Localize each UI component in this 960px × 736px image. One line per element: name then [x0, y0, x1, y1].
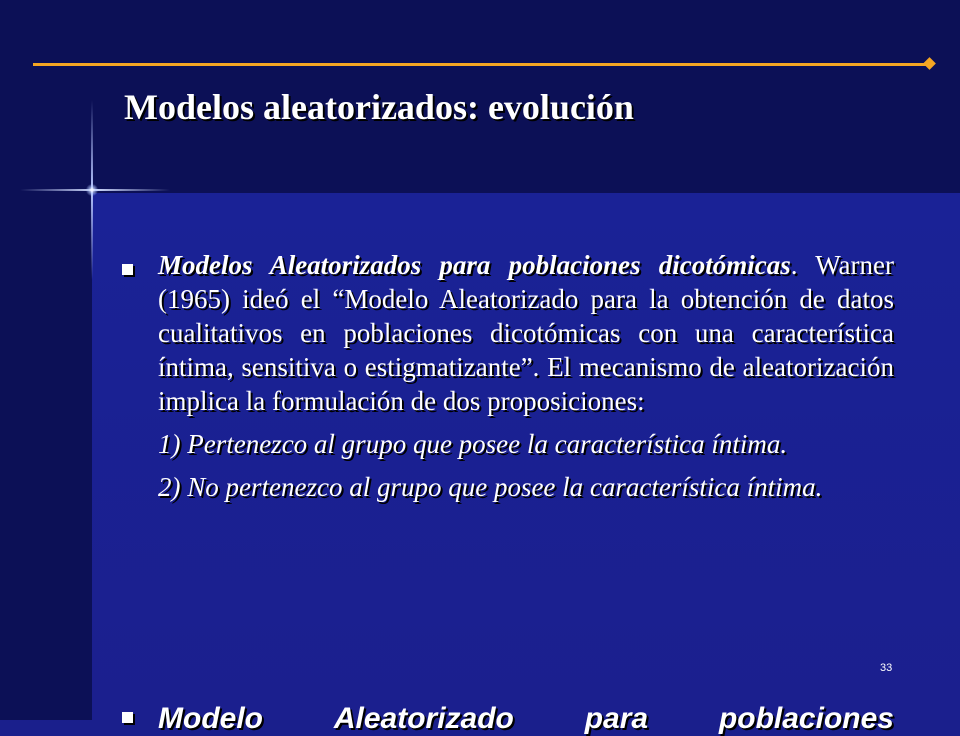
bullet-2-word: para	[584, 702, 649, 735]
bullet-1-body	[158, 248, 894, 504]
proposition-1: 1) Pertenezco al grupo que posee la característica íntima.	[158, 429, 788, 459]
bullet-1-text: Warner (1965) ideó el “Modelo Aleatorizado para la obtención de datos cualitativos en poblaciones dicotómicas con una característica íntima, sensitiva o estigmatizante”. El mecanismo de aleatorización implica la formulación de dos proposiciones:	[158, 250, 894, 416]
bullet-1-lead: Modelos Aleatorizados para poblaciones dicotómicas	[158, 250, 791, 280]
bullet-1-lead-punct: .	[790, 250, 798, 280]
bullet-square-icon	[122, 264, 133, 275]
bullet-2-word: Aleatorizado	[333, 702, 514, 735]
accent-line	[33, 63, 928, 66]
bullet-2-word: poblaciones	[718, 702, 894, 735]
bullet-2-heading	[158, 702, 894, 736]
bullet-2-word: Modelo	[158, 702, 263, 735]
proposition-2: 2) No pertenezco al grupo que posee la característica íntima.	[158, 472, 823, 502]
sparkle-star-icon	[86, 184, 98, 196]
bullet-square-icon	[122, 712, 133, 723]
page-number: 33	[880, 662, 893, 674]
slide-title: Modelos aleatorizados: evolución	[124, 87, 634, 127]
bullet-1-paragraph	[158, 248, 894, 418]
